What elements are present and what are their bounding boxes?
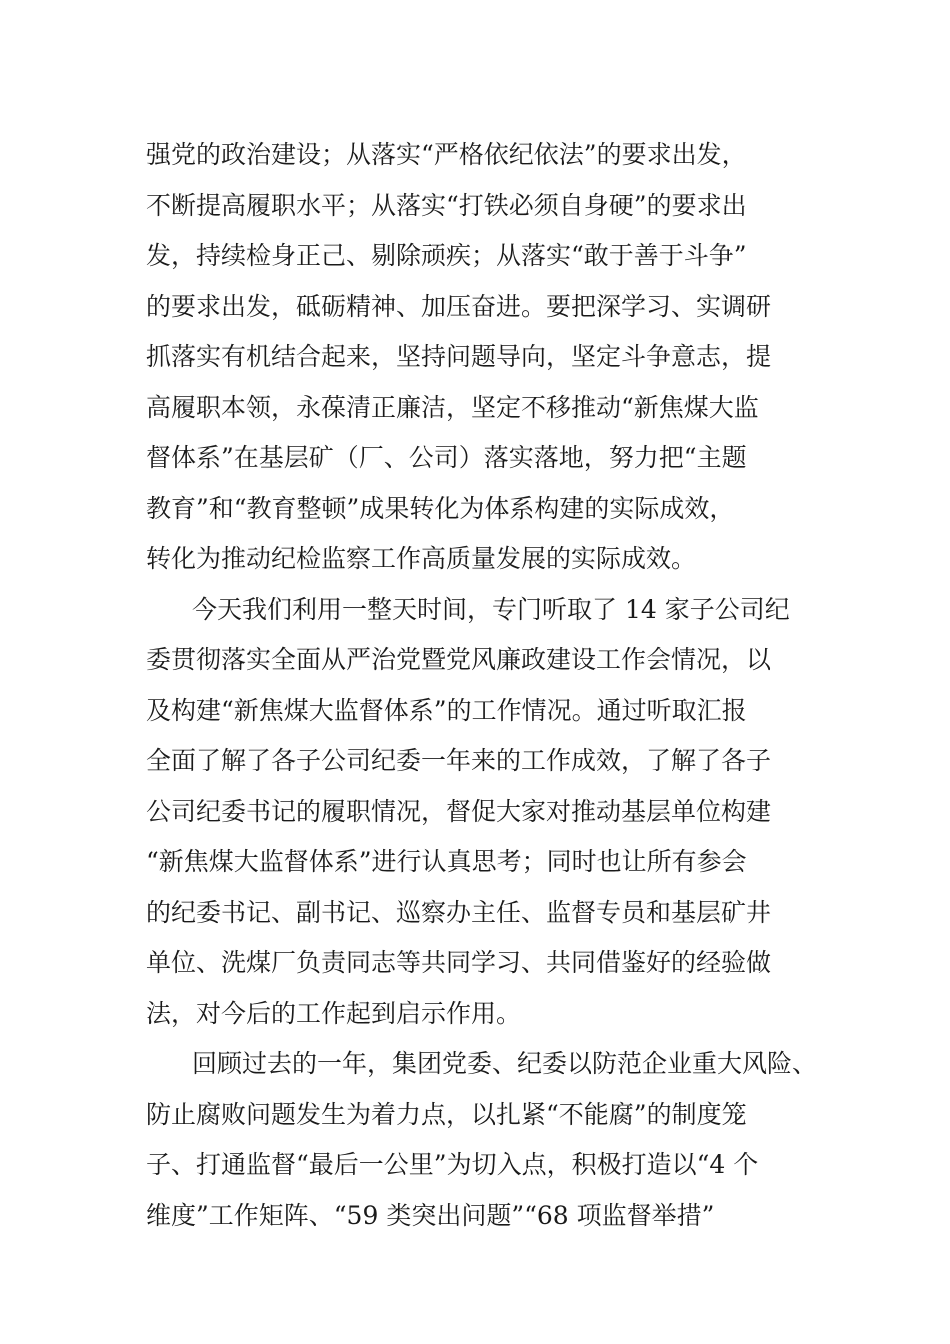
text-line: 不断提高履职水平；从落实“打铁必须自身硬”的要求出 [146, 190, 747, 220]
text-line: 全面了解了各子公司纪委一年来的工作成效，了解了各子 [146, 746, 772, 775]
text-line: 的要求出发，砥砺精神、加压奋进。要把深学习、实调研 [146, 291, 772, 321]
text-line: 防止腐败问题发生为着力点，以扎紧“不能腐”的制度笼 [146, 1099, 747, 1129]
text-line: 强党的政治建设；从落实“严格依纪依法”的要求出发， [146, 140, 747, 169]
text-line: 抓落实有机结合起来，坚持问题导向，坚定斗争意志，提 [146, 342, 772, 371]
text-line: 的纪委书记、副书记、巡察办主任、监督专员和基层矿井 [146, 897, 772, 927]
text-line: 公司纪委书记的履职情况，督促大家对推动基层单位构建 [146, 796, 772, 826]
text-line: 及构建“新焦煤大监督体系”的工作情况。通过听取汇报 [146, 695, 747, 725]
paragraph-start-line: 回顾过去的一年，集团党委、纪委以防范企业重大风险、 [192, 1049, 818, 1078]
text-line: 法，对今后的工作起到启示作用。 [146, 998, 522, 1028]
text-line: “新焦煤大监督体系”进行认真思考；同时也让所有参会 [146, 847, 747, 876]
text-line: 教育”和“教育整顿”成果转化为体系构建的实际成效， [146, 493, 735, 523]
text-line: 发，持续检身正己、剔除顽疾；从落实“敢于善于斗争” [146, 241, 747, 270]
text-line: 高履职本领，永葆清正廉洁，坚定不移推动“新焦煤大监 [146, 392, 759, 422]
text-line: 委贯彻落实全面从严治党暨党风廉政建设工作会情况，以 [146, 645, 772, 674]
document-body [146, 130, 836, 1241]
text-line: 单位、洗煤厂负责同志等共同学习、共同借鉴好的经验做 [146, 948, 772, 977]
text-line: 督体系”在基层矿（厂、公司）落实落地，努力把“主题 [146, 443, 747, 472]
paragraph-start-line: 今天我们利用一整天时间，专门听取了 14 家子公司纪 [192, 594, 790, 624]
text-line: 子、打通监督“最后一公里”为切入点，积极打造以“4 个 [146, 1150, 759, 1179]
text-line: 转化为推动纪检监察工作高质量发展的实际成效。 [146, 544, 697, 573]
text-line: 维度”工作矩阵、“59 类突出问题”“68 项监督举措” [146, 1200, 715, 1230]
